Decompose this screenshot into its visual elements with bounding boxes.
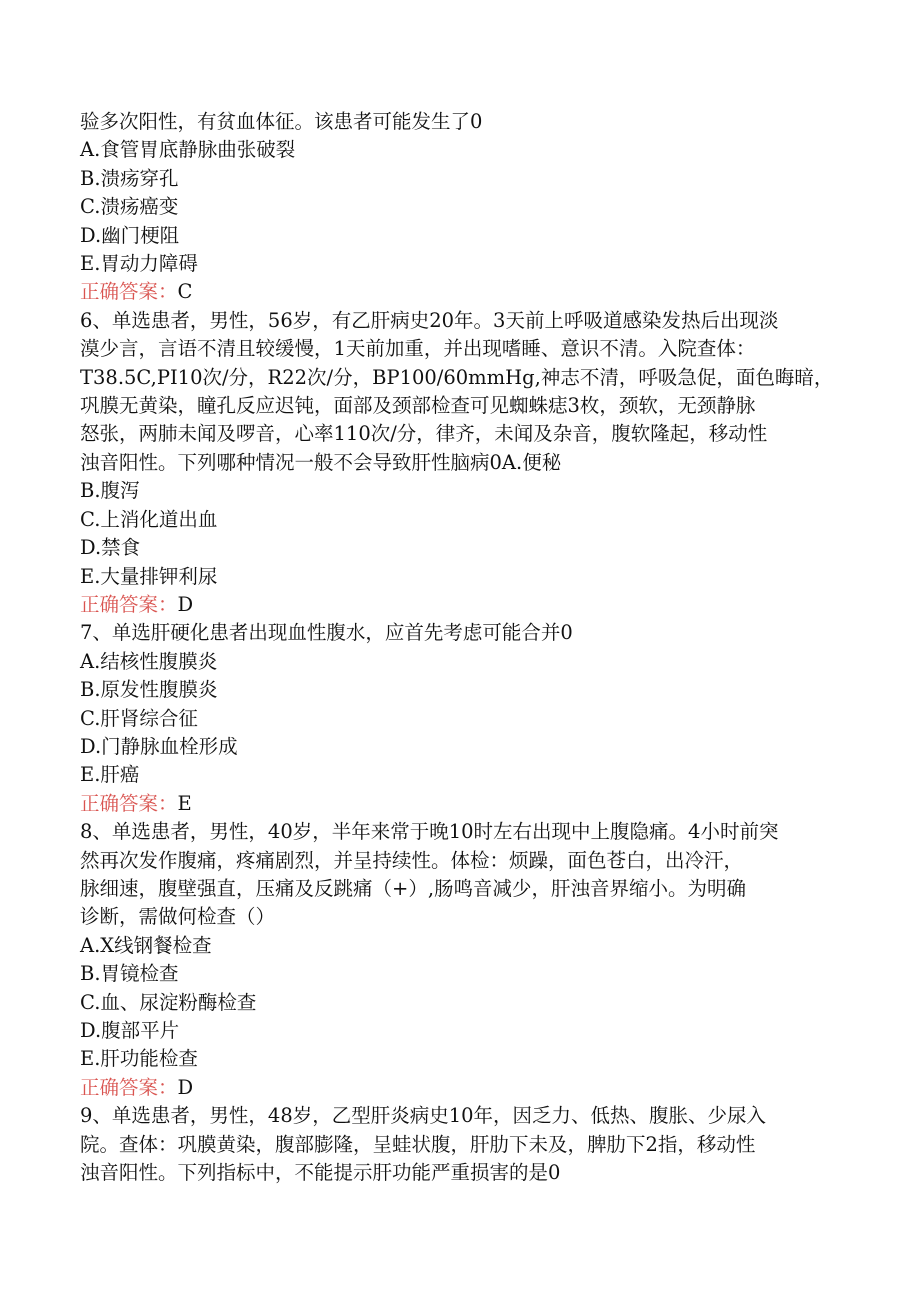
q7-option-e: E.肝癌: [80, 763, 140, 787]
answer-label: 正确答案：: [80, 791, 178, 815]
q9-stem-line-3: 浊音阳性。下列指标中，不能提示肝功能严重损害的是0: [80, 1161, 561, 1185]
document-page: [80, 108, 840, 1187]
q6-option-e: E.大量排钾利尿: [80, 564, 218, 588]
answer-label: 正确答案：: [80, 280, 178, 304]
q6-stem-line-3: T38.5C,PI10次/分，R22次/分，BP100/60mmHg,神志不清，呼吸急促，面色晦暗，: [80, 365, 834, 389]
answer-value: D: [177, 592, 194, 616]
q8-option-a: A.X线钢餐检查: [80, 933, 212, 957]
q8-option-c: C.血、尿淀粉酶检查: [80, 990, 257, 1014]
q6-stem-line-1: 6、单选患者，男性，56岁，有乙肝病史20年。3天前上呼吸道感染发热后出现淡: [80, 308, 779, 332]
q6-stem-line-6: 浊音阳性。下列哪种情况一般不会导致肝性脑病0A.便秘: [80, 450, 562, 474]
answer-label: 正确答案：: [80, 592, 178, 616]
answer-value: D: [177, 1075, 194, 1099]
q5-answer: [80, 278, 840, 306]
q5-option-b: B.溃疡穿孔: [80, 166, 179, 190]
q6-option-c: C.上消化道出血: [80, 507, 218, 531]
q8-stem-line-4: 诊断，需做何检查（）: [80, 905, 276, 929]
q6-stem-line-2: 漠少言，言语不清且较缓慢，1天前加重，并出现嗜睡、意识不清。入院查体：: [80, 337, 756, 361]
question-5-stem-tail: 验多次阳性，有贫血体征。该患者可能发生了0: [80, 110, 483, 133]
q5-option-d: D.幽门梗阻: [80, 223, 180, 247]
q5-option-c: C.溃疡癌变: [80, 195, 179, 219]
q6-option-b: B.腹泻: [80, 479, 140, 503]
q9-stem-line-1: 9、单选患者，男性，48岁，乙型肝炎病史10年，因乏力、低热、腹胀、少尿入: [80, 1104, 767, 1128]
q8-option-e: E.肝功能检查: [80, 1047, 198, 1071]
answer-value: E: [177, 791, 192, 815]
q6-option-d: D.禁食: [80, 536, 141, 560]
q7-stem-line-1: 7、单选肝硬化患者出现血性腹水，应首先考虑可能合并0: [80, 621, 573, 645]
q6-stem-line-5: 怒张，两肺未闻及啰音，心率110次/分，律齐，未闻及杂音，腹软隆起，移动性: [80, 422, 768, 446]
answer-value: C: [177, 280, 193, 304]
q8-option-d: D.腹部平片: [80, 1019, 180, 1042]
q5-option-e: E.胃动力障碍: [80, 252, 198, 276]
answer-label: 正确答案：: [80, 1075, 178, 1099]
q6-stem-line-4: 巩膜无黄染，瞳孔反应迟钝，面部及颈部检查可见蜘蛛痣3枚，颈软，无颈静脉: [80, 394, 756, 418]
q5-option-a: A.食管胃底静脉曲张破裂: [80, 138, 296, 162]
q9-stem-line-2: 院。查体：巩膜黄染，腹部膨隆，呈蛙状腹，肝肋下未及，脾肋下2指，移动性: [80, 1132, 756, 1156]
q8-stem-line-2: 然再次发作腹痛，疼痛剧烈，并呈持续性。体检：烦躁，面色苍白，出冷汗，: [80, 848, 744, 872]
q7-option-d: D.门静脉血栓形成: [80, 734, 238, 758]
q8-answer: [80, 1074, 840, 1102]
q7-answer: [80, 790, 840, 818]
q8-option-b: B.胃镜检查: [80, 962, 179, 986]
q8-stem-line-3: 脉细速，腹壁强直，压痛及反跳痛（+）,肠鸣音减少，肝浊音界缩小。为明确: [80, 876, 747, 900]
q7-option-a: A.结核性腹膜炎: [80, 649, 218, 673]
q7-option-b: B.原发性腹膜炎: [80, 678, 218, 702]
q8-stem-line-1: 8、单选患者，男性，40岁，半年来常于晚10时左右出现中上腹隐痛。4小时前突: [80, 820, 779, 844]
q6-answer: [80, 591, 840, 619]
q7-option-c: C.肝肾综合征: [80, 706, 198, 730]
